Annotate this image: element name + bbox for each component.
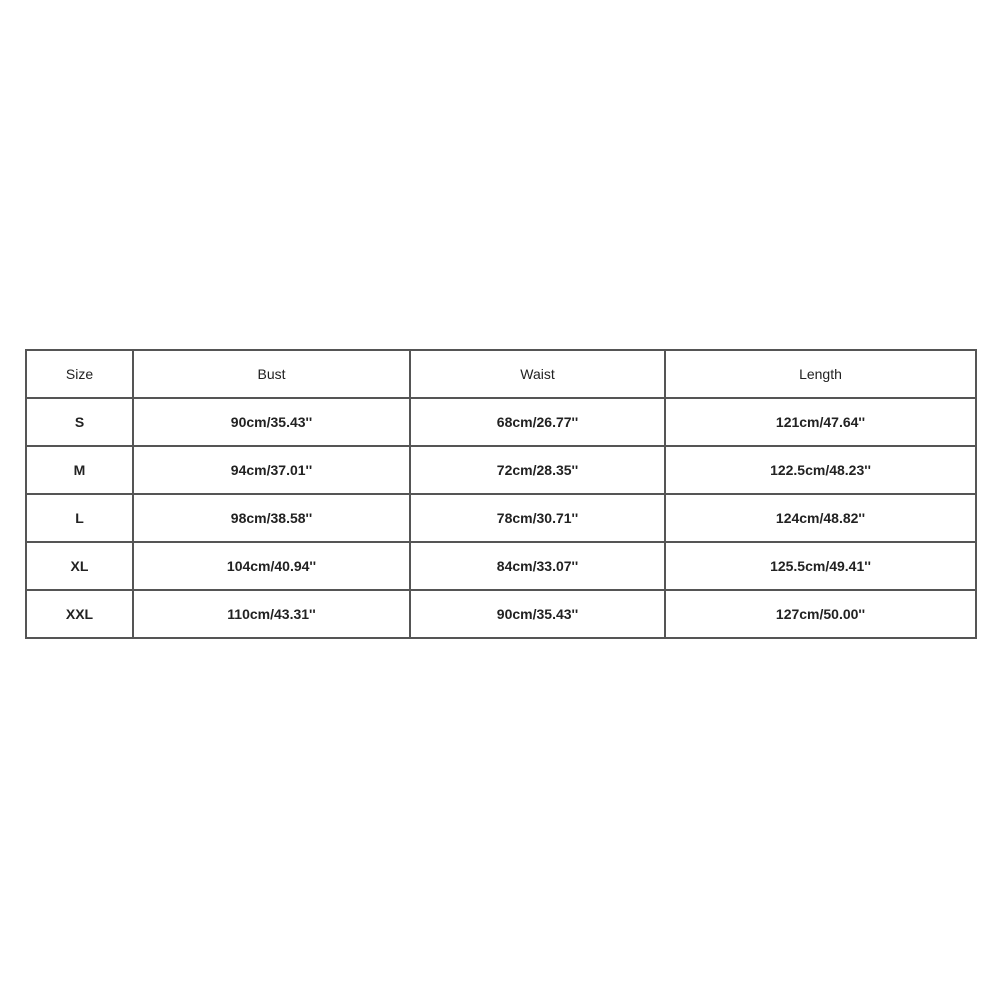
- cell-size: XL: [26, 542, 133, 590]
- header-row: [26, 350, 976, 398]
- size-chart-body: [26, 398, 976, 638]
- header-length: Length: [665, 350, 976, 398]
- table-row: [26, 494, 976, 542]
- table-row: [26, 398, 976, 446]
- cell-waist: 84cm/33.07'': [410, 542, 665, 590]
- header-size: Size: [26, 350, 133, 398]
- size-chart-table: [25, 349, 977, 639]
- cell-size: S: [26, 398, 133, 446]
- header-waist: Waist: [410, 350, 665, 398]
- cell-length: 127cm/50.00'': [665, 590, 976, 638]
- cell-waist: 72cm/28.35'': [410, 446, 665, 494]
- table-row: [26, 446, 976, 494]
- cell-bust: 94cm/37.01'': [133, 446, 410, 494]
- cell-size: L: [26, 494, 133, 542]
- cell-size: XXL: [26, 590, 133, 638]
- header-bust: Bust: [133, 350, 410, 398]
- cell-waist: 90cm/35.43'': [410, 590, 665, 638]
- cell-length: 124cm/48.82'': [665, 494, 976, 542]
- cell-length: 121cm/47.64'': [665, 398, 976, 446]
- cell-length: 125.5cm/49.41'': [665, 542, 976, 590]
- cell-length: 122.5cm/48.23'': [665, 446, 976, 494]
- cell-waist: 68cm/26.77'': [410, 398, 665, 446]
- cell-waist: 78cm/30.71'': [410, 494, 665, 542]
- size-chart-header: [26, 350, 976, 398]
- cell-bust: 90cm/35.43'': [133, 398, 410, 446]
- cell-bust: 98cm/38.58'': [133, 494, 410, 542]
- cell-size: M: [26, 446, 133, 494]
- cell-bust: 110cm/43.31'': [133, 590, 410, 638]
- table-row: [26, 542, 976, 590]
- table-row: [26, 590, 976, 638]
- cell-bust: 104cm/40.94'': [133, 542, 410, 590]
